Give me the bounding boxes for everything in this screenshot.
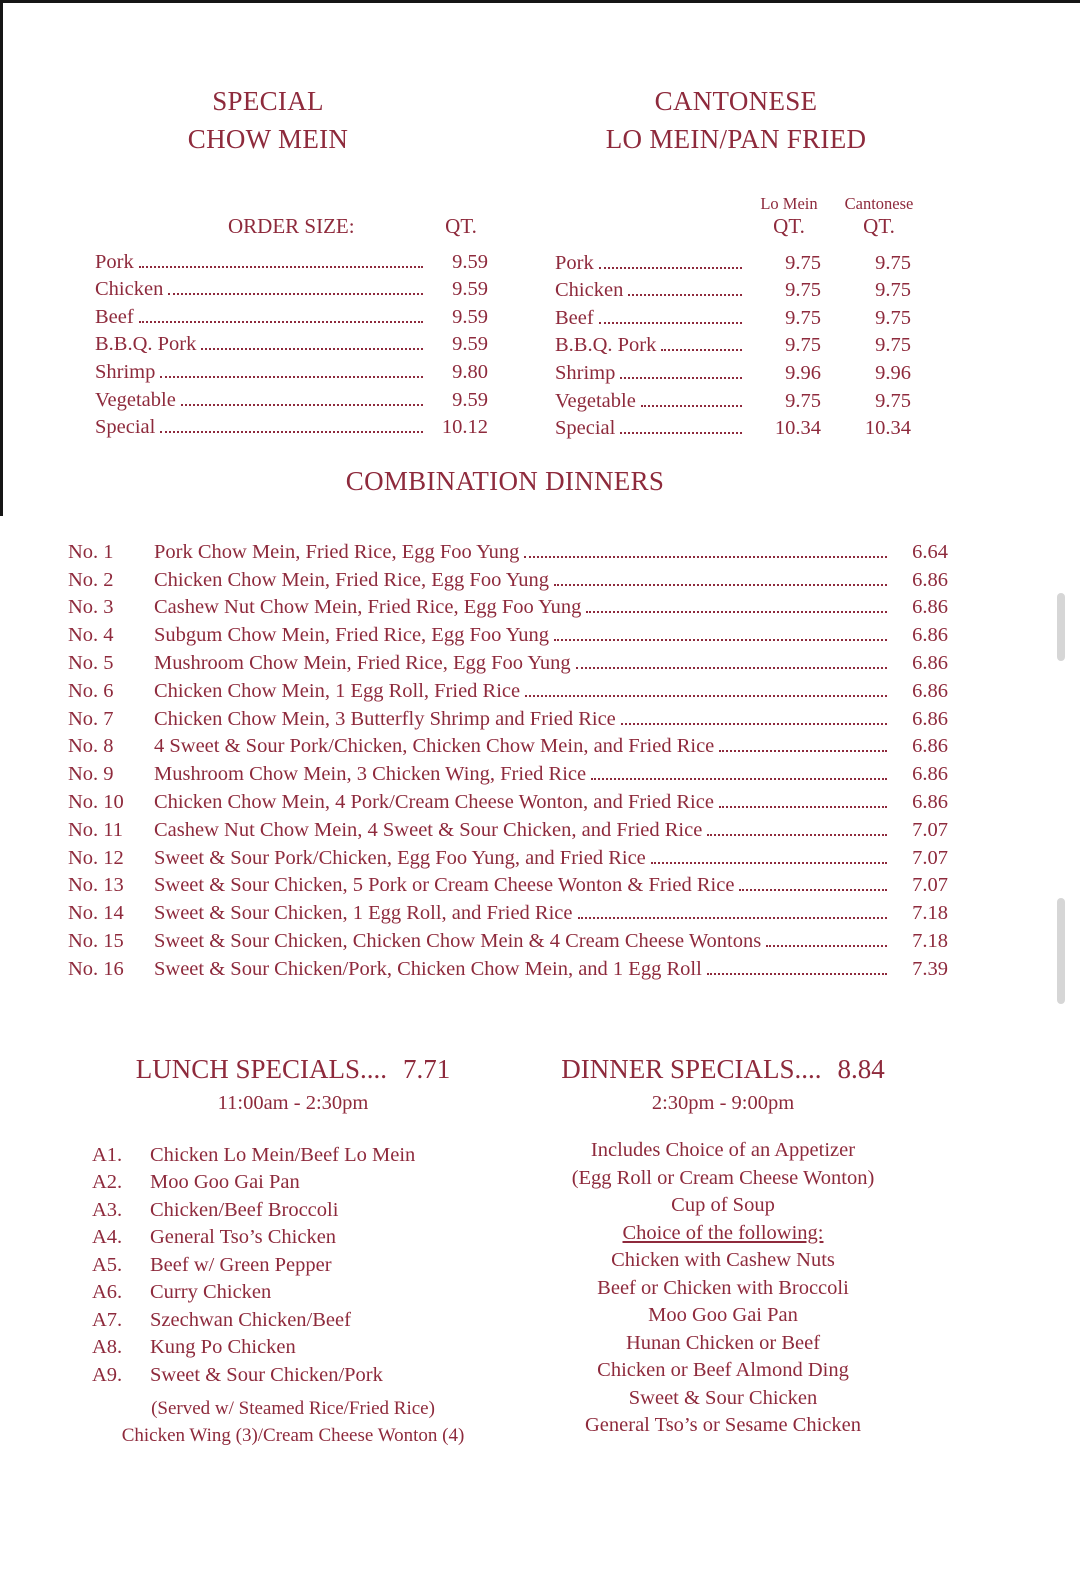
lunch-price: 7.71 [403, 1054, 451, 1084]
dinner-line: Sweet & Sour Chicken [628, 1386, 818, 1409]
lunch-item-row [78, 1194, 508, 1222]
section-title [78, 1050, 508, 1088]
combo-number: No. 13 [68, 874, 124, 897]
column-headers [545, 214, 927, 239]
column-headers [88, 212, 494, 239]
section-title-line1: SPECIAL [212, 86, 324, 116]
item-name: Beef w/ Green Pepper [150, 1253, 332, 1276]
combo-price: 6.86 [912, 651, 948, 674]
dotted-leader [201, 348, 423, 350]
dotted-leader [707, 834, 887, 836]
combo-row [62, 953, 948, 981]
combo-description: Chicken Chow Mein, 1 Egg Roll, Fried Rice [154, 679, 521, 702]
dotted-leader [620, 377, 742, 379]
cantonese-column-label: Cantonese [844, 194, 914, 213]
dotted-leader [139, 266, 423, 268]
lunch-notes [78, 1395, 508, 1449]
dinner-line: General Tso’s or Sesame Chicken [584, 1414, 861, 1436]
lo-mein-price: 9.75 [785, 389, 821, 412]
section-title-line2: LO MEIN/PAN FRIED [605, 124, 867, 154]
combo-number: No. 4 [68, 624, 114, 647]
combo-row [62, 675, 948, 703]
combo-row [62, 897, 948, 925]
item-price: 10.12 [441, 416, 488, 439]
combo-description: Subgum Chow Mein, Fried Rice, Egg Foo Yung [154, 624, 550, 647]
combo-number: No. 15 [68, 929, 124, 952]
section-combination-dinners [62, 462, 948, 981]
combo-number: No. 12 [68, 846, 124, 869]
dotted-leader [181, 404, 423, 406]
dotted-leader [554, 584, 887, 586]
cantonese-price: 9.75 [875, 389, 911, 412]
item-name: Special [95, 416, 156, 439]
dotted-leader [160, 376, 423, 378]
dotted-leader [525, 695, 887, 697]
menu-item-row [545, 413, 927, 441]
menu-item-row [88, 246, 494, 274]
section-lunch-specials [78, 1050, 508, 1449]
combo-row [62, 842, 948, 870]
order-size-label: ORDER SIZE: [228, 214, 355, 238]
menu-item-row [545, 275, 927, 303]
combo-number: No. 16 [68, 957, 124, 980]
section-title-line2: CHOW MEIN [187, 124, 349, 154]
combo-row [62, 703, 948, 731]
section-title: COMBINATION DINNERS [345, 466, 665, 496]
item-name: Chicken [95, 278, 164, 301]
combo-row [62, 814, 948, 842]
qt-label: QT. [863, 214, 895, 238]
item-name: General Tso’s Chicken [150, 1226, 337, 1248]
qt-label: QT. [445, 214, 477, 238]
dotted-leader [719, 750, 887, 752]
dotted-leader [628, 294, 742, 296]
dotted-leader [591, 778, 887, 780]
lunch-item-row [78, 1222, 508, 1250]
combo-price: 6.64 [912, 540, 948, 563]
item-code: A8. [92, 1336, 123, 1358]
combo-description: Sweet & Sour Chicken/Pork, Chicken Chow Mein, and 1 Egg Roll [154, 957, 702, 980]
cantonese-price: 10.34 [864, 417, 911, 440]
combo-number: No. 5 [68, 651, 114, 674]
combo-description: Mushroom Chow Mein, Fried Rice, Egg Foo Yung [154, 651, 571, 674]
section-title [88, 82, 448, 158]
item-price: 9.59 [452, 305, 488, 328]
combo-price: 6.86 [912, 763, 948, 786]
menu-item-row [88, 384, 494, 412]
item-code: A1. [92, 1143, 123, 1166]
item-list [545, 247, 927, 440]
lo-mein-price: 10.34 [774, 417, 821, 440]
section-title [545, 82, 927, 158]
item-name: Chicken/Beef Broccoli [150, 1198, 339, 1221]
combo-row [62, 564, 948, 592]
item-price: 9.59 [452, 333, 488, 356]
combo-price: 7.39 [912, 957, 948, 980]
dinner-line: Includes Choice of an Appetizer [590, 1139, 856, 1161]
combo-description: Cashew Nut Chow Mein, Fried Rice, Egg Foo Yung [154, 596, 582, 619]
lunch-item-row [78, 1167, 508, 1195]
lunch-item-row [78, 1249, 508, 1277]
dotted-leader [707, 973, 887, 975]
combo-number: No. 6 [68, 679, 114, 702]
section-special-chow-mein [88, 82, 494, 439]
lo-mein-price: 9.75 [785, 334, 821, 357]
lunch-item-row [78, 1139, 508, 1167]
combo-row [62, 786, 948, 814]
section-dinner-specials [518, 1050, 928, 1442]
combo-number: No. 10 [68, 790, 124, 813]
dotted-leader [641, 405, 742, 407]
item-name: Shrimp [555, 361, 616, 384]
combo-number: No. 7 [68, 707, 114, 730]
item-name: Shrimp [95, 360, 156, 383]
dotted-leader [586, 611, 887, 613]
dinner-lines [518, 1139, 928, 1442]
dinner-line: Chicken with Cashew Nuts [611, 1249, 835, 1271]
dinner-line: Hunan Chicken or Beef [625, 1331, 821, 1354]
item-name: Special [555, 417, 616, 440]
item-name: Beef [555, 306, 594, 329]
item-code: A7. [92, 1308, 123, 1331]
item-list [88, 246, 494, 439]
dinner-hours: 2:30pm - 9:00pm [651, 1092, 795, 1114]
dotted-leader [168, 293, 423, 295]
combo-price: 6.86 [912, 790, 948, 813]
combo-number: No. 1 [68, 540, 114, 563]
item-name: Chicken [555, 279, 624, 302]
combo-price: 7.18 [912, 902, 948, 925]
combo-number: No. 9 [68, 763, 114, 786]
lunch-note: (Served w/ Steamed Rice/Fried Rice) [151, 1397, 435, 1419]
combo-row [62, 731, 948, 759]
dinner-line: Cup of Soup [671, 1194, 775, 1216]
menu-item-row [88, 412, 494, 440]
dinner-line: Chicken or Beef Almond Ding [597, 1359, 849, 1381]
dinner-line: (Egg Roll or Cream Cheese Wonton) [571, 1166, 875, 1189]
combo-number: No. 2 [68, 568, 114, 591]
cantonese-price: 9.75 [875, 334, 911, 357]
menu-item-row [545, 247, 927, 275]
combo-description: Cashew Nut Chow Mein, 4 Sweet & Sour Chicken, and Fried Rice [154, 818, 703, 841]
combo-number: No. 14 [68, 902, 124, 925]
item-name: B.B.Q. Pork [555, 334, 657, 357]
dinner-line: Beef or Chicken with Broccoli [597, 1276, 849, 1299]
item-name: Sweet & Sour Chicken/Pork [150, 1363, 383, 1386]
combo-description: Mushroom Chow Mein, 3 Chicken Wing, Fried Rice [154, 763, 587, 786]
combo-description: Chicken Chow Mein, 4 Pork/Cream Cheese Wonton, and Fried Rice [154, 790, 714, 813]
combo-description: Sweet & Sour Chicken, 1 Egg Roll, and Fried Rice [154, 902, 573, 925]
lo-mein-column-label: Lo Mein [760, 194, 818, 213]
lo-mein-price: 9.96 [785, 361, 821, 384]
combo-price: 7.07 [912, 874, 948, 897]
combo-price: 6.86 [912, 568, 948, 591]
combo-price: 7.07 [912, 846, 948, 869]
dotted-leader [739, 889, 887, 891]
item-code: A9. [92, 1363, 123, 1386]
item-name: Curry Chicken [150, 1281, 272, 1303]
cantonese-price: 9.75 [875, 279, 911, 302]
dotted-leader [578, 917, 888, 919]
item-name: B.B.Q. Pork [95, 333, 197, 356]
dotted-leader [621, 723, 887, 725]
menu-item-row [545, 385, 927, 413]
section-title [518, 1050, 928, 1088]
combo-price: 6.86 [912, 735, 948, 758]
item-name: Szechwan Chicken/Beef [150, 1308, 351, 1331]
combo-price: 6.86 [912, 624, 948, 647]
cantonese-price: 9.96 [875, 361, 911, 384]
item-name: Moo Goo Gai Pan [150, 1171, 300, 1193]
menu-item-row [88, 329, 494, 357]
item-name: Chicken Lo Mein/Beef Lo Mein [150, 1143, 416, 1166]
dotted-leader [139, 321, 423, 323]
combo-price: 6.86 [912, 679, 948, 702]
combo-row [62, 870, 948, 898]
combo-number: No. 11 [68, 818, 124, 841]
dinner-line-choice-header: Choice of the following: [622, 1221, 824, 1244]
lunch-hours: 11:00am - 2:30pm [217, 1092, 369, 1114]
section-cantonese-lo-mein [545, 82, 927, 440]
dotted-leader [651, 862, 887, 864]
item-list [62, 536, 948, 981]
menu-item-row [88, 301, 494, 329]
lo-mein-price: 9.75 [785, 251, 821, 274]
dotted-leader [719, 806, 887, 808]
item-code: A6. [92, 1281, 123, 1303]
combo-description: 4 Sweet & Sour Pork/Chicken, Chicken Chow Mein, and Fried Rice [154, 735, 715, 758]
combo-number: No. 8 [68, 735, 114, 758]
dinner-line: Moo Goo Gai Pan [648, 1304, 798, 1326]
combo-price: 7.18 [912, 929, 948, 952]
page-top-border [0, 0, 1080, 3]
item-price: 9.59 [452, 388, 488, 411]
scrollbar-thumb[interactable] [1057, 898, 1065, 1004]
dotted-leader [599, 267, 742, 269]
item-code: A2. [92, 1171, 123, 1193]
combo-row [62, 925, 948, 953]
item-name: Beef [95, 305, 134, 328]
item-price: 9.59 [452, 278, 488, 301]
dinner-price: 8.84 [837, 1054, 885, 1084]
cantonese-price: 9.75 [875, 306, 911, 329]
combo-description: Sweet & Sour Chicken, 5 Pork or Cream Cheese Wonton & Fried Rice [154, 874, 735, 897]
item-name: Vegetable [555, 389, 636, 412]
combo-row [62, 536, 948, 564]
menu-item-row [545, 357, 927, 385]
combo-description: Chicken Chow Mein, 3 Butterfly Shrimp and Fried Rice [154, 707, 616, 730]
combo-row [62, 758, 948, 786]
dotted-leader [620, 432, 742, 434]
dotted-leader [160, 431, 423, 433]
lunch-item-row [78, 1332, 508, 1360]
combo-price: 6.86 [912, 707, 948, 730]
combo-description: Sweet & Sour Pork/Chicken, Egg Foo Yung, and Fried Rice [154, 846, 646, 869]
item-list [78, 1139, 508, 1387]
item-name: Pork [95, 250, 134, 273]
scrollbar-thumb[interactable] [1057, 593, 1065, 661]
menu-item-row [88, 356, 494, 384]
page-left-border [0, 0, 3, 516]
item-price: 9.59 [452, 250, 488, 273]
combo-description: Pork Chow Mein, Fried Rice, Egg Foo Yung [154, 540, 520, 563]
item-name: Kung Po Chicken [150, 1336, 296, 1358]
cantonese-price: 9.75 [875, 251, 911, 274]
lunch-item-row [78, 1359, 508, 1387]
combo-row [62, 592, 948, 620]
dinner-title: DINNER SPECIALS.... [561, 1054, 822, 1084]
dotted-leader [524, 556, 887, 558]
combo-price: 7.07 [912, 818, 948, 841]
menu-item-row [88, 274, 494, 302]
lunch-title: LUNCH SPECIALS.... [135, 1054, 388, 1084]
lunch-item-row [78, 1304, 508, 1332]
combo-number: No. 3 [68, 596, 114, 619]
dotted-leader [766, 945, 887, 947]
combo-row [62, 619, 948, 647]
item-name: Pork [555, 251, 594, 274]
dotted-leader [554, 639, 887, 641]
lo-mein-price: 9.75 [785, 306, 821, 329]
lo-mein-price: 9.75 [785, 279, 821, 302]
item-code: A4. [92, 1226, 123, 1248]
section-title-line1: CANTONESE [654, 86, 818, 116]
combo-description: Chicken Chow Mein, Fried Rice, Egg Foo Yung [154, 568, 549, 591]
item-name: Vegetable [95, 388, 176, 411]
dotted-leader [576, 667, 887, 669]
lunch-item-row [78, 1277, 508, 1305]
menu-item-row [545, 302, 927, 330]
item-price: 9.80 [452, 360, 488, 383]
lunch-note: Chicken Wing (3)/Cream Cheese Wonton (4) [121, 1424, 465, 1446]
qt-label: QT. [773, 214, 805, 238]
dotted-leader [661, 349, 742, 351]
combo-price: 6.86 [912, 596, 948, 619]
item-code: A5. [92, 1253, 123, 1276]
menu-item-row [545, 330, 927, 358]
column-group-headers [545, 190, 927, 214]
combo-row [62, 647, 948, 675]
dotted-leader [599, 322, 742, 324]
item-code: A3. [92, 1198, 123, 1221]
combo-description: Sweet & Sour Chicken, Chicken Chow Mein & 4 Cream Cheese Wontons [154, 929, 762, 952]
